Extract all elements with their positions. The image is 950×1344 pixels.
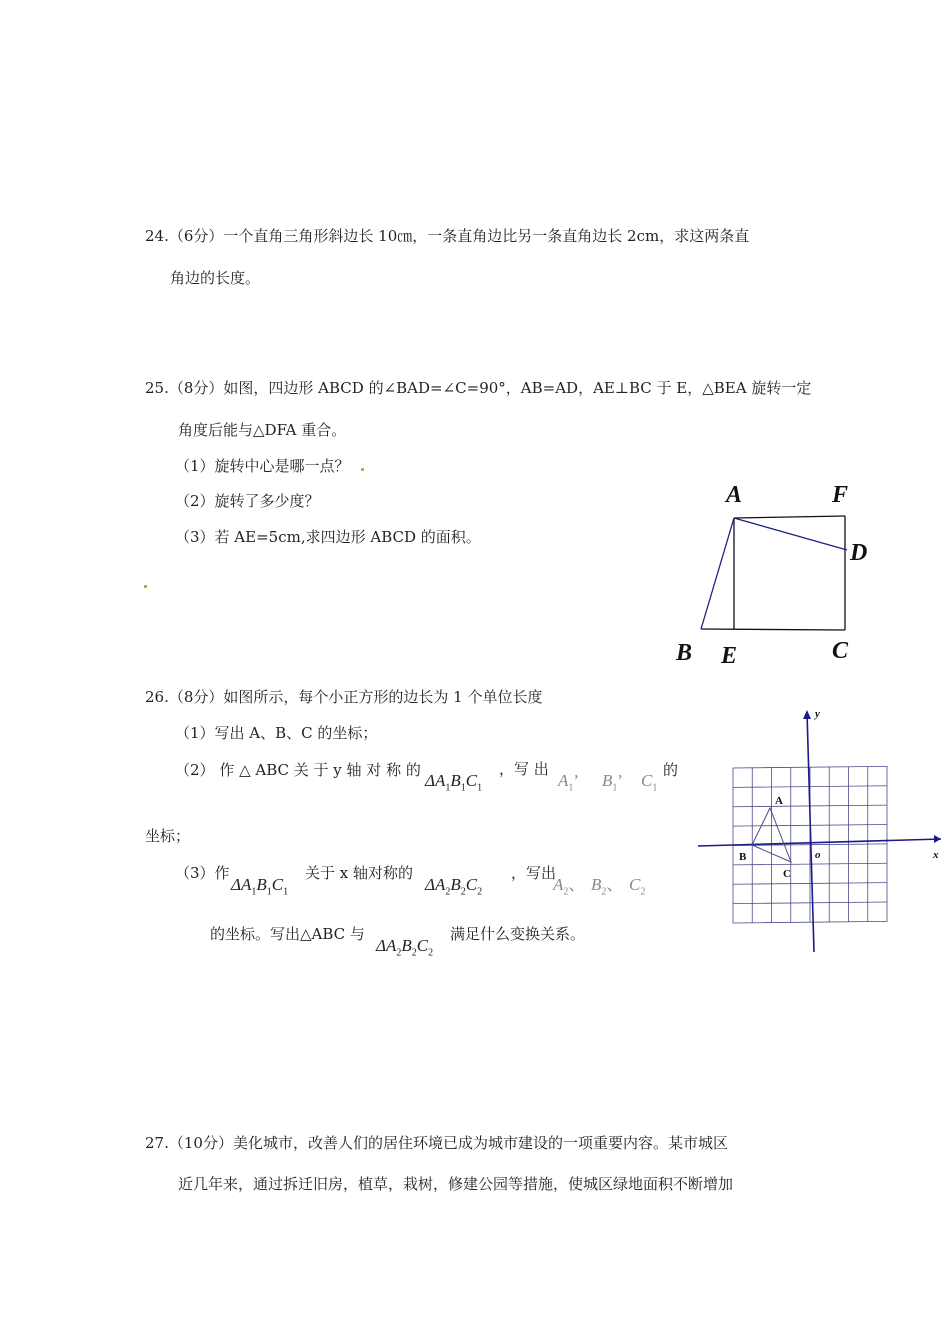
math-b2: $B_2$、	[591, 875, 624, 898]
fig-label-F: F	[832, 482, 849, 508]
math-triangle-a1b1c1: $\Delta A_1B_1C_1$	[425, 771, 483, 794]
fig-label-D: D	[850, 540, 868, 566]
q25-sub3: （3）若 AE=5cm,求四边形 ABCD 的面积。	[175, 528, 481, 546]
q27-line1: 27.（10分）美化城市，改善人们的居住环境已成为城市建设的一项重要内容。某市城区	[145, 1134, 728, 1152]
q26-sub1: （1）写出 A、B、C 的坐标；	[175, 724, 378, 742]
math-triangle-a1b1c1: $\Delta A_1B_1C_1$	[231, 875, 289, 898]
q25-sub2: （2）旋转了多少度？	[175, 492, 320, 510]
q26-sub3-mid2: ，写出	[511, 864, 557, 882]
q26-sub2-cont: 坐标；	[145, 827, 191, 845]
math-c2: $C_2$	[629, 875, 646, 898]
math-b1: $B_1$’	[602, 771, 624, 794]
grid-label-C: C	[783, 868, 791, 880]
grid-label-A: A	[775, 795, 783, 807]
origin-label-o: o	[815, 849, 821, 861]
q26-sub2-pre: （2） 作 △ ABC 关 于 y 轴 对 称 的	[175, 761, 421, 779]
axis-label-x: x	[933, 849, 939, 861]
axis-label-y: y	[815, 708, 820, 720]
math-a2: $A_2$、	[553, 875, 586, 898]
q25-line1: 25.（8分）如图，四边形 ABCD 的∠BAD=∠C=90°，AB=AD，AE⊥BC 于 E，△BEA 旋转一定	[145, 379, 812, 397]
q24-line2: 角边的长度。	[170, 269, 261, 287]
q26-line1: 26.（8分）如图所示，每个小正方形的边长为 1 个单位长度	[145, 688, 543, 706]
q27-line2: 近几年来，通过拆迁旧房，植草，栽树，修建公园等措施，使城区绿地面积不断增加	[178, 1175, 734, 1193]
grid-label-B: B	[739, 851, 747, 863]
q26-sub3-mid: 关于 x 轴对称的	[305, 864, 413, 882]
math-a1: $A_1$’	[558, 771, 580, 794]
q26-sub2-end: 的	[663, 761, 679, 779]
q26-sub2-mid: ，写 出	[499, 760, 549, 778]
math-triangle-a2b2c2: $\Delta A_2B_2C_2$	[376, 936, 434, 959]
math-c1: $C_1$	[641, 771, 658, 794]
q26-sub3-line2-pre: 的坐标。写出△ABC 与	[210, 925, 365, 943]
q25-sub1: （1）旋转中心是哪一点？	[175, 457, 350, 475]
fig-label-E: E	[721, 643, 738, 669]
q24-line1: 24.（6分）一个直角三角形斜边长 10㎝，一条直角边比另一条直角边长 2cm，求这两条直	[145, 227, 750, 245]
q26-coordinate-grid-figure	[695, 700, 950, 960]
stray-dot	[144, 585, 147, 588]
stray-dot	[361, 468, 364, 471]
q26-sub3-pre: （3）作	[175, 864, 230, 882]
q26-sub3-line2-end: 满足什么变换关系。	[450, 925, 586, 943]
q25-line2: 角度后能与△DFA 重合。	[178, 421, 347, 439]
fig-label-C: C	[832, 638, 849, 664]
fig-label-A: A	[726, 482, 743, 508]
fig-label-B: B	[676, 640, 693, 666]
math-triangle-a2b2c2: $\Delta A_2B_2C_2$	[425, 875, 483, 898]
q25-quadrilateral-figure	[670, 480, 890, 670]
